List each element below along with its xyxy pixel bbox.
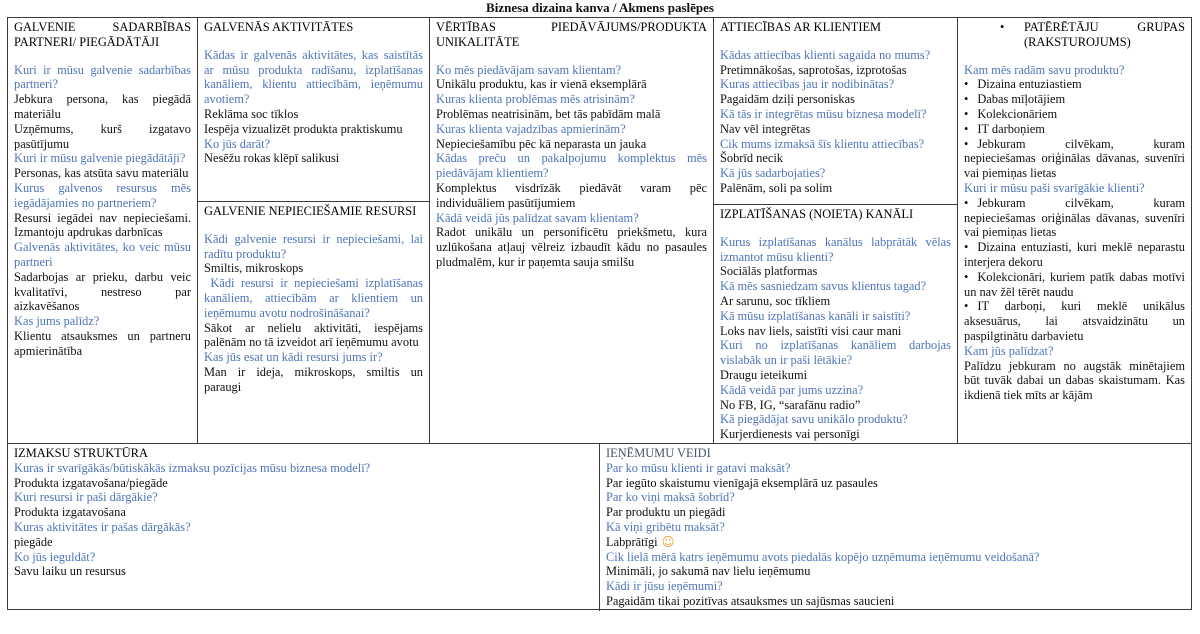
- bullet-icon: •: [964, 92, 969, 107]
- text-span: Kā mēs sasniedzam savus klientus tagad?: [720, 279, 927, 294]
- question-line: [204, 232, 423, 262]
- text-span: Minimāli, jo sakumā nav lielu ieņēmumu: [606, 564, 811, 579]
- spacer: [436, 50, 707, 63]
- question-line: [14, 181, 191, 211]
- column-activities-resources: [198, 18, 430, 443]
- answer-line: [720, 264, 951, 279]
- text-span: Kādā veidā jūs palīdzat savam klientam?: [436, 210, 639, 225]
- text-span: Kuras attiecības jau ir nodibinātas?: [720, 77, 895, 92]
- text-span: Produkta izgatavošana/piegāde: [14, 475, 168, 490]
- text-span: Savu laiku un resursus: [14, 564, 126, 579]
- text-span: Jebkuram cilvēkam, kuram nepieciešamas oriģinālas dāvanas, suvenīri vai piemiņas lietas: [964, 136, 1185, 181]
- spacer: [14, 50, 191, 63]
- text-span: Šobrīd necik: [720, 151, 783, 166]
- answer-line: [14, 211, 191, 241]
- text-span: Labprātīgi: [606, 534, 658, 549]
- text-span: Kādā veidā par jums uzzina?: [720, 382, 864, 397]
- bullet-icon: •: [964, 299, 969, 314]
- text-span: VĒRTĪBAS PIEDĀVĀJUMS/PRODUKTA UNIKALITĀTE: [436, 20, 707, 49]
- cell-cost-structure: [8, 444, 600, 611]
- question-line: [436, 63, 707, 78]
- answer-line: [436, 77, 707, 92]
- text-span: Pagaidām dziļi personiskas: [720, 92, 855, 107]
- bullet-icon: •: [964, 121, 969, 136]
- text-span: GALVENIE NEPIECIEŠAMIE RESURSI: [204, 204, 417, 218]
- answer-line: [720, 294, 951, 309]
- question-line: [436, 122, 707, 137]
- text-span: Radot unikālu un personificētu priekšmetu, kura uzlūkošana atļauj vēlreiz izbaudīt kādu no pasaules pludmalēm, kur ir paņemta sauja smilšu: [436, 225, 707, 269]
- question-line: [204, 48, 423, 107]
- question-line: [606, 461, 1185, 476]
- text-span: Kuri no izplatīšanas kanāliem darbojas vislabāk un ir paši lētākie?: [720, 338, 951, 368]
- text-span: IEŅĒMUMU VEIDI: [606, 446, 711, 460]
- bullet-item: [964, 240, 1185, 270]
- question-line: [720, 412, 951, 427]
- text-span: Klientu atsauksmes un partneru apmierinātība: [14, 328, 191, 358]
- text-span: Par ko viņi maksā šobrīd?: [606, 490, 735, 505]
- question-line: [14, 550, 593, 565]
- canvas-main-row: [8, 18, 1191, 443]
- question-line: [14, 63, 191, 93]
- cell-revenue-streams: [600, 444, 1191, 611]
- question-line: [720, 309, 951, 324]
- text-span: Kādas attiecības klienti sagaida no mums?: [720, 47, 931, 62]
- answer-line: [720, 427, 951, 442]
- answer-line: [720, 181, 951, 196]
- question-line: [14, 151, 191, 166]
- question-line: [720, 166, 951, 181]
- text-span: Iespēja vizualizēt produkta praktiskumu: [204, 121, 403, 136]
- section-header: [204, 204, 423, 219]
- question-line: [606, 550, 1185, 565]
- text-span: Kuras klienta vajadzības apmierinām?: [436, 121, 626, 136]
- question-line: [720, 107, 951, 122]
- answer-line: [204, 151, 423, 166]
- bullet-icon: •: [964, 269, 969, 284]
- question-line: [720, 279, 951, 294]
- answer-line: [436, 107, 707, 122]
- text-span: IZMAKSU STRUKTŪRA: [14, 446, 148, 460]
- business-model-canvas-table: [7, 17, 1192, 610]
- question-line: [720, 338, 951, 368]
- text-span: Dizaina entuziastiem: [977, 77, 1082, 92]
- section-header: [14, 20, 191, 50]
- text-span: Dabas mīļotājiem: [977, 92, 1066, 107]
- question-line: [720, 77, 951, 92]
- question-line: [436, 211, 707, 226]
- text-span: Man ir ideja, mikroskops, smiltis un paraugi: [204, 364, 423, 394]
- answer-line: [14, 505, 593, 520]
- answer-line: [204, 321, 423, 351]
- answer-line: [14, 92, 191, 122]
- text-span: Kurjerdienests vai personīgi: [720, 427, 860, 442]
- spacer: [204, 219, 423, 232]
- section-header: [964, 20, 1185, 50]
- bullet-icon: •: [1000, 20, 1005, 34]
- text-span: Cik mums izmaksā šīs klientu attiecības?: [720, 136, 925, 151]
- bullet-icon: •: [964, 240, 969, 255]
- cell-key-resources: [198, 202, 429, 443]
- answer-line: [436, 137, 707, 152]
- question-line: [204, 137, 423, 152]
- bullet-item: [964, 137, 1185, 181]
- bullet-item: [964, 299, 1185, 343]
- text-span: Nav vēl integrētas: [720, 121, 811, 136]
- bullet-item: [964, 196, 1185, 240]
- answer-line: [204, 107, 423, 122]
- answer-line: [14, 476, 593, 491]
- cell-key-partners: [8, 18, 198, 443]
- text-span: Loks nav liels, saistīti visi caur mani: [720, 323, 902, 338]
- answer-line: [720, 63, 951, 78]
- answer-line: [606, 535, 1185, 550]
- cell-customer-segments: [958, 18, 1191, 443]
- text-span: IZPLATĪŠANAS (NOIETA) KANĀLI: [720, 207, 914, 221]
- spacer: [720, 35, 951, 48]
- text-span: Smiltis, mikroskops: [204, 261, 304, 276]
- question-line: [14, 314, 191, 329]
- bullet-item: [964, 122, 1185, 137]
- text-span: Nepieciešamību pēc kā neparasta un jauka: [436, 136, 647, 151]
- text-span: Par iegūto skaistumu vienīgajā eksemplārā uz pasaules: [606, 475, 878, 490]
- question-line: [436, 92, 707, 107]
- text-span: Sociālās platformas: [720, 264, 818, 279]
- text-span: IT darboņi, kuri meklē unikālus aksesuārus, lai atsvaidzinātu un paspilgtinātu darbavietu: [964, 299, 1185, 343]
- answer-line: [606, 476, 1185, 491]
- spacer: [964, 50, 1185, 63]
- question-line: [606, 579, 1185, 594]
- bullet-icon: •: [964, 136, 969, 151]
- answer-line: [14, 270, 191, 314]
- text-span: Kuri ir mūsu galvenie piegādātāji?: [14, 151, 186, 166]
- text-span: PATĒRĒTĀJU GRUPAS (RAKSTUROJUMS): [1024, 20, 1185, 49]
- text-span: Kuri resursi ir paši dārgākie?: [14, 490, 158, 505]
- question-line: [720, 137, 951, 152]
- answer-line: [720, 324, 951, 339]
- answer-line: [606, 505, 1185, 520]
- section-header: [436, 20, 707, 50]
- text-span: GALVENĀS AKTIVITĀTES: [204, 20, 354, 34]
- answer-line: [436, 181, 707, 211]
- answer-line: [14, 329, 191, 359]
- question-line: [964, 181, 1185, 196]
- text-span: Draugu ieteikumi: [720, 367, 808, 382]
- answer-line: [720, 122, 951, 137]
- text-span: Personas, kas atsūta savu materiālu: [14, 166, 189, 181]
- question-line: [720, 383, 951, 398]
- text-span: Par produktu un piegādi: [606, 505, 726, 520]
- text-span: Jebkura persona, kas piegādā materiālu: [14, 92, 191, 121]
- text-span: Kolekcionāriem: [977, 106, 1058, 121]
- question-line: [204, 350, 423, 365]
- section-header: [720, 20, 951, 35]
- text-span: Kurus galvenos resursus mēs iegādājamies no partneriem?: [14, 180, 191, 210]
- text-span: Kā piegādājat savu unikālo produktu?: [720, 412, 908, 427]
- answer-line: [204, 365, 423, 395]
- text-span: GALVENIE SADARBĪBAS PARTNERI/ PIEGĀDĀTĀJI: [14, 20, 191, 49]
- answer-line: [606, 594, 1185, 609]
- text-span: No FB, IG, “sarafānu radio”: [720, 397, 861, 412]
- question-line: [964, 344, 1185, 359]
- text-span: Produkta izgatavošana: [14, 505, 126, 520]
- text-span: Sākot ar nelielu aktivitāti, iespējams palēnām no tā izveidot arī ieņēmumu avotu: [204, 320, 423, 350]
- text-span: Kam mēs radām savu produktu?: [964, 62, 1125, 77]
- text-span: Kā mūsu izplatīšanas kanāli ir saistīti?: [720, 308, 911, 323]
- text-span: Problēmas neatrisinām, bet tās pabīdām malā: [436, 106, 661, 121]
- question-line: [606, 520, 1185, 535]
- text-span: Kādi resursi ir nepieciešami izplatīšanas kanāliem, attiecībām ar klientiem un ieņēmumu avotu nodrošināšanai?: [204, 276, 423, 320]
- section-header: [720, 207, 951, 222]
- answer-line: [204, 261, 423, 276]
- bullet-icon: •: [964, 106, 969, 121]
- text-span: Jebkuram cilvēkam, kuram nepieciešamas oriģinālas dāvanas, suvenīri vai piemiņas lietas: [964, 195, 1185, 240]
- text-span: Pagaidām tikai pozitīvas atsauksmes un sajūsmas saucieni: [606, 593, 895, 608]
- text-span: Palīdzu jebkuram no augstāk minētajiem būt tuvāk dabai un dabas skaistumam. Kas ikdienā tiek mīts ar kājām: [964, 358, 1185, 403]
- canvas-bottom-row: [8, 443, 1191, 611]
- text-span: Reklāma soc tīklos: [204, 106, 299, 121]
- text-span: Pretimnākošas, saprotošas, izprotošas: [720, 62, 907, 77]
- text-span: Resursi iegādei nav nepieciešami. Izmantoju apdrukas darbnīcas: [14, 210, 191, 240]
- text-span: Kas jūs esat un kādi resursi jums ir?: [204, 350, 383, 365]
- text-span: Kādi ir jūsu ieņēmumi?: [606, 579, 723, 594]
- page-title: Biznesa dizaina kanva / Akmens paslēpes: [486, 0, 714, 15]
- question-line: [606, 490, 1185, 505]
- text-span: Kā jūs sadarbojaties?: [720, 166, 826, 181]
- question-line: [14, 490, 593, 505]
- answer-line: [606, 564, 1185, 579]
- section-header: [204, 20, 423, 35]
- question-line: [964, 63, 1185, 78]
- smiley-emoji-icon: ☺: [661, 533, 675, 549]
- text-span: Kādas preču un pakalpojumu komplektus mēs piedāvājam klientiem?: [436, 151, 707, 181]
- text-span: Kā tās ir integrētas mūsu biznesa modelī?: [720, 106, 927, 121]
- answer-line: [720, 92, 951, 107]
- bullet-icon: •: [964, 77, 969, 92]
- text-span: Galvenās aktivitātes, ko veic mūsu partneri: [14, 240, 191, 269]
- text-span: Kolekcionāri, kuriem patīk dabas motīvi un nav žēl tērēt naudu: [964, 269, 1185, 299]
- section-header: [606, 446, 1185, 461]
- question-line: [14, 461, 593, 476]
- answer-line: [14, 564, 593, 579]
- text-span: Cik lielā mērā katrs ieņēmumu avots piedalās kopējo uzņēmuma ieņēmumu veidošanā?: [606, 549, 1040, 564]
- text-span: Kas jums palīdz?: [14, 314, 100, 329]
- text-span: Kā viņi gribētu maksāt?: [606, 519, 725, 534]
- text-span: Ko mēs piedāvājam savam klientam?: [436, 62, 622, 77]
- text-span: Kuri ir mūsu galvenie sadarbības partneri?: [14, 62, 191, 92]
- text-span: Kuras aktivitātes ir pašas dārgākās?: [14, 519, 191, 534]
- cell-channels: [714, 205, 957, 443]
- text-span: Kuras ir svarīgākās/būtiskākās izmaksu pozīcijas mūsu biznesa modelī?: [14, 460, 371, 475]
- text-span: Kurus izplatīšanas kanālus labprātāk vēlas izmantot mūsu klienti?: [720, 234, 951, 264]
- text-span: IT darboņiem: [977, 121, 1045, 136]
- text-span: Kam jūs palīdzat?: [964, 343, 1054, 358]
- spacer: [720, 222, 951, 235]
- column-relationships-channels: [714, 18, 958, 443]
- answer-line: [720, 398, 951, 413]
- text-span: Uzņēmums, kurš izgatavo pasūtījumu: [14, 121, 191, 151]
- spacer: [204, 35, 423, 48]
- bullet-item: [964, 77, 1185, 92]
- bullet-item: [964, 270, 1185, 300]
- bullet-item: [964, 92, 1185, 107]
- text-span: piegāde: [14, 534, 53, 549]
- answer-line: [14, 166, 191, 181]
- text-span: Par ko mūsu klienti ir gatavi maksāt?: [606, 460, 791, 475]
- text-span: Ko jūs darāt?: [204, 136, 271, 151]
- answer-line: [964, 359, 1185, 403]
- text-span: Komplektus visdrīzāk piedāvāt varam pēc individuāliem pasūtījumiem: [436, 180, 707, 210]
- answer-line: [14, 535, 593, 550]
- cell-customer-relationships: [714, 18, 957, 205]
- answer-line: [436, 225, 707, 269]
- section-header: [14, 446, 593, 461]
- text-span: Palēnām, soli pa solim: [720, 180, 833, 195]
- text-span: Nesēžu rokas klēpī salikusi: [204, 151, 340, 166]
- text-span: Ar sarunu, soc tīkliem: [720, 293, 831, 308]
- cell-key-activities: [198, 18, 429, 202]
- question-line: [14, 240, 191, 270]
- question-line: [436, 151, 707, 181]
- text-span: Unikālu produktu, kas ir vienā eksemplārā: [436, 77, 647, 92]
- answer-line: [720, 151, 951, 166]
- text-span: Kādi galvenie resursi ir nepieciešami, lai radītu produktu?: [204, 231, 423, 261]
- answer-line: [720, 368, 951, 383]
- question-line: [204, 276, 423, 320]
- text-span: Kādas ir galvenās aktivitātes, kas saistītās ar mūsu produkta radīšanu, izplatīšanas kanāliem, klientu attiecībām, ieņēmumu avotiem?: [204, 47, 423, 107]
- text-span: Dizaina entuziasti, kuri meklē neparastu interjera dekoru: [964, 240, 1185, 269]
- text-span: Sadarbojas ar prieku, darbu veic kvalitatīvi, nestreso par aizkavēšanos: [14, 269, 191, 314]
- answer-line: [204, 122, 423, 137]
- text-span: Kuras klienta problēmas mēs atrisinām?: [436, 92, 635, 107]
- answer-line: [14, 122, 191, 152]
- text-span: Ko jūs ieguldāt?: [14, 549, 96, 564]
- question-line: [14, 520, 593, 535]
- text-span: Kuri ir mūsu paši svarīgākie klienti?: [964, 180, 1145, 195]
- bullet-item: [964, 107, 1185, 122]
- question-line: [720, 235, 951, 265]
- bullet-icon: •: [964, 195, 969, 210]
- text-span: ATTIECĪBAS AR KLIENTIEM: [720, 20, 882, 34]
- question-line: [720, 48, 951, 63]
- cell-value-proposition: [430, 18, 714, 443]
